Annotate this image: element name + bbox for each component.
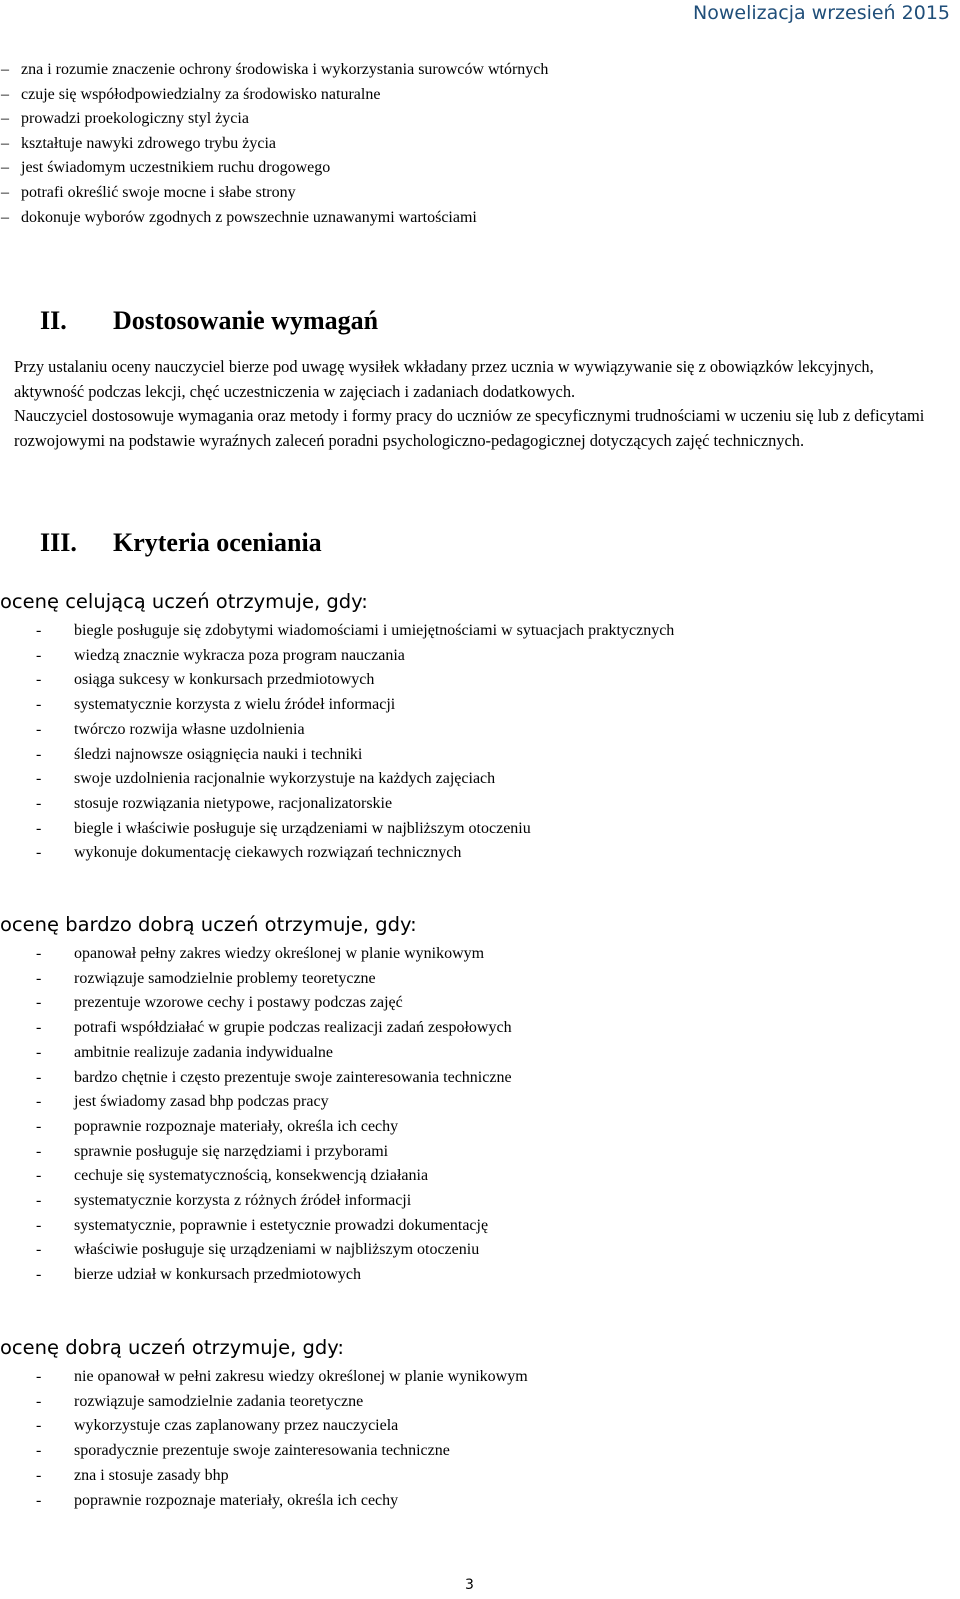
list-marker: - <box>36 994 42 1012</box>
section-title: Dostosowanie wymagań <box>113 306 379 335</box>
list-item-text: wiedzą znacznie wykracza poza program nauczania <box>74 646 405 664</box>
list-item-text: potrafi współdziałać w grupie podczas realizacji zadań zespołowych <box>74 1019 512 1037</box>
list-marker: - <box>36 671 42 689</box>
list-item-text: opanował pełny zakres wiedzy określonej w planie wynikowym <box>74 945 485 962</box>
list-marker: - <box>36 1117 42 1135</box>
list-marker: - <box>36 969 42 987</box>
list-marker: – <box>1 159 9 177</box>
list-item-text: sprawnie posługuje się narzędziami i przyborami <box>74 1142 389 1160</box>
list-marker: - <box>36 646 42 664</box>
list-item <box>0 1489 528 1514</box>
list-marker: - <box>36 819 42 837</box>
list-marker: - <box>36 1216 42 1234</box>
list-marker: – <box>1 85 9 103</box>
list-item <box>0 1439 528 1464</box>
intro-list <box>0 58 548 230</box>
list-marker: - <box>36 1019 42 1037</box>
list-item <box>0 1238 512 1263</box>
section-title: Kryteria oceniania <box>113 528 322 557</box>
list-item <box>0 991 512 1016</box>
list-marker: - <box>36 1093 42 1111</box>
list-item <box>0 1016 512 1041</box>
page-number: 3 <box>465 1577 474 1593</box>
list-item <box>0 967 512 992</box>
list-marker: - <box>36 1241 42 1259</box>
list-item-text: biegle i właściwie posługuje się urządzeniami w najbliższym otoczeniu <box>74 819 531 837</box>
list-item-text: poprawnie rozpoznaje materiały, określa ich cechy <box>74 1491 399 1509</box>
list-marker: - <box>36 1142 42 1160</box>
section-heading-adjustments <box>40 306 378 336</box>
list-marker: - <box>36 1043 42 1061</box>
list-item <box>0 619 674 644</box>
list-marker: - <box>36 1167 42 1185</box>
list-item <box>0 644 674 669</box>
list-item <box>0 767 674 792</box>
list-item-text: poprawnie rozpoznaje materiały, określa ich cechy <box>74 1117 399 1135</box>
list-item-text: potrafi określić swoje mocne i słabe strony <box>21 183 296 201</box>
list-item-text: kształtuje nawyki zdrowego trybu życia <box>21 134 277 152</box>
list-item <box>0 132 548 157</box>
list-item <box>0 1140 512 1165</box>
list-item-text: właściwie posługuje się urządzeniami w najbliższym otoczeniu <box>74 1241 480 1259</box>
list-marker: – <box>1 61 9 78</box>
grade-heading-very-good: ocenę bardzo dobrą uczeń otrzymuje, gdy: <box>0 913 417 936</box>
list-item <box>0 181 548 206</box>
list-item-text: systematycznie korzysta z wielu źródeł informacji <box>74 696 396 714</box>
list-item <box>0 1164 512 1189</box>
list-item <box>0 83 548 108</box>
list-item-text: bierze udział w konkursach przedmiotowych <box>74 1266 362 1284</box>
list-item <box>0 1263 512 1288</box>
list-item-text: osiąga sukcesy w konkursach przedmiotowych <box>74 671 375 689</box>
list-item-text: biegle posługuje się zdobytymi wiadomościami i umiejętnościami w sytuacjach praktycznych <box>74 622 675 639</box>
list-item <box>0 1189 512 1214</box>
list-marker: - <box>36 1368 42 1385</box>
section-number: II. <box>40 306 67 335</box>
list-item-text: stosuje rozwiązania nietypowe, racjonalizatorskie <box>74 794 393 812</box>
list-marker: - <box>36 1068 42 1086</box>
list-item-text: rozwiązuje samodzielnie zadania teoretyczne <box>74 1392 364 1410</box>
list-item-text: nie opanował w pełni zakresu wiedzy określonej w planie wynikowym <box>74 1368 528 1385</box>
list-item-text: bardzo chętnie i często prezentuje swoje zainteresowania techniczne <box>74 1068 512 1086</box>
paragraph-effort: Przy ustalaniu oceny nauczyciel bierze pod uwagę wysiłek wkładany przez ucznia w wywiązywanie się z obowiązków lekcyjnych, aktywność podczas lekcji, chęć uczestniczenia w zajęciach i zadaniach dodatkowych. <box>14 357 874 401</box>
list-item-text: jest świadomym uczestnikiem ruchu drogowego <box>21 159 331 177</box>
list-item <box>0 817 674 842</box>
list-marker: - <box>36 622 42 639</box>
list-marker: - <box>36 1491 42 1509</box>
list-item <box>0 1414 528 1439</box>
list-marker: - <box>36 1466 42 1484</box>
list-item <box>0 1214 512 1239</box>
list-item <box>0 792 674 817</box>
grade-list-excellent <box>0 619 674 866</box>
grade-heading-good: ocenę dobrą uczeń otrzymuje, gdy: <box>0 1336 344 1359</box>
list-item <box>0 693 674 718</box>
list-item <box>0 1115 512 1140</box>
list-item-text: twórczo rozwija własne uzdolnienia <box>74 720 305 738</box>
section-heading-criteria <box>40 528 322 558</box>
list-marker: - <box>36 1442 42 1460</box>
list-marker: – <box>1 110 9 128</box>
list-marker: - <box>36 1417 42 1435</box>
list-item <box>0 841 674 866</box>
list-marker: - <box>36 1192 42 1210</box>
list-marker: - <box>36 945 42 962</box>
list-marker: - <box>36 745 42 763</box>
list-item-text: wykonuje dokumentację ciekawych rozwiązań technicznych <box>74 844 462 862</box>
list-marker: - <box>36 1392 42 1410</box>
section-number: III. <box>40 528 77 557</box>
list-item-text: prezentuje wzorowe cechy i postawy podczas zajęć <box>74 994 403 1012</box>
list-item <box>0 718 674 743</box>
grade-list-very-good <box>0 942 512 1288</box>
grade-heading-excellent: ocenę celującą uczeń otrzymuje, gdy: <box>0 590 368 613</box>
list-item <box>0 668 674 693</box>
list-item <box>0 206 548 231</box>
list-marker: – <box>1 134 9 152</box>
list-item-text: prowadzi proekologiczny styl życia <box>21 110 249 128</box>
list-item-text: rozwiązuje samodzielnie problemy teoretyczne <box>74 969 376 987</box>
list-item-text: zna i rozumie znaczenie ochrony środowiska i wykorzystania surowców wtórnych <box>21 61 549 78</box>
list-marker: - <box>36 794 42 812</box>
list-item <box>0 1041 512 1066</box>
list-item <box>0 1090 512 1115</box>
list-item-text: ambitnie realizuje zadania indywidualne <box>74 1043 333 1061</box>
list-item-text: wykorzystuje czas zaplanowany przez nauczyciela <box>74 1417 399 1435</box>
paragraph-special-needs: Nauczyciel dostosowuje wymagania oraz metody i formy pracy do uczniów ze specyficznymi trudnościami w uczeniu się lub z deficytami rozwojowymi na podstawie wyraźnych zaleceń poradni psychologiczno-pedagogicznej dotyczących zajęć technicznych. <box>14 406 925 450</box>
list-marker: - <box>36 770 42 788</box>
list-item-text: śledzi najnowsze osiągnięcia nauki i techniki <box>74 745 363 763</box>
list-item <box>0 1365 528 1390</box>
list-item <box>0 156 548 181</box>
list-marker: - <box>36 1266 42 1284</box>
list-marker: - <box>36 844 42 862</box>
list-item <box>0 107 548 132</box>
list-marker: – <box>1 208 9 226</box>
list-item <box>0 1066 512 1091</box>
list-item <box>0 743 674 768</box>
list-marker: - <box>36 720 42 738</box>
grade-list-good <box>0 1365 528 1513</box>
list-item <box>0 942 512 967</box>
list-item-text: jest świadomy zasad bhp podczas pracy <box>74 1093 329 1111</box>
list-item-text: systematycznie korzysta z różnych źródeł informacji <box>74 1192 412 1210</box>
list-item-text: zna i stosuje zasady bhp <box>74 1466 229 1484</box>
list-item-text: czuje się współodpowiedzialny za środowisko naturalne <box>21 85 381 103</box>
list-item <box>0 58 548 83</box>
list-item-text: cechuje się systematycznością, konsekwencją działania <box>74 1167 429 1185</box>
list-item-text: dokonuje wyborów zgodnych z powszechnie uznawanymi wartościami <box>21 208 477 226</box>
running-header: Nowelizacja wrzesień 2015 <box>693 2 950 24</box>
list-item <box>0 1390 528 1415</box>
list-item-text: sporadycznie prezentuje swoje zainteresowania techniczne <box>74 1442 450 1460</box>
list-item-text: systematycznie, poprawnie i estetycznie prowadzi dokumentację <box>74 1216 489 1234</box>
list-item <box>0 1464 528 1489</box>
list-marker: – <box>1 183 9 201</box>
list-item-text: swoje uzdolnienia racjonalnie wykorzystuje na każdych zajęciach <box>74 770 496 788</box>
list-marker: - <box>36 696 42 714</box>
